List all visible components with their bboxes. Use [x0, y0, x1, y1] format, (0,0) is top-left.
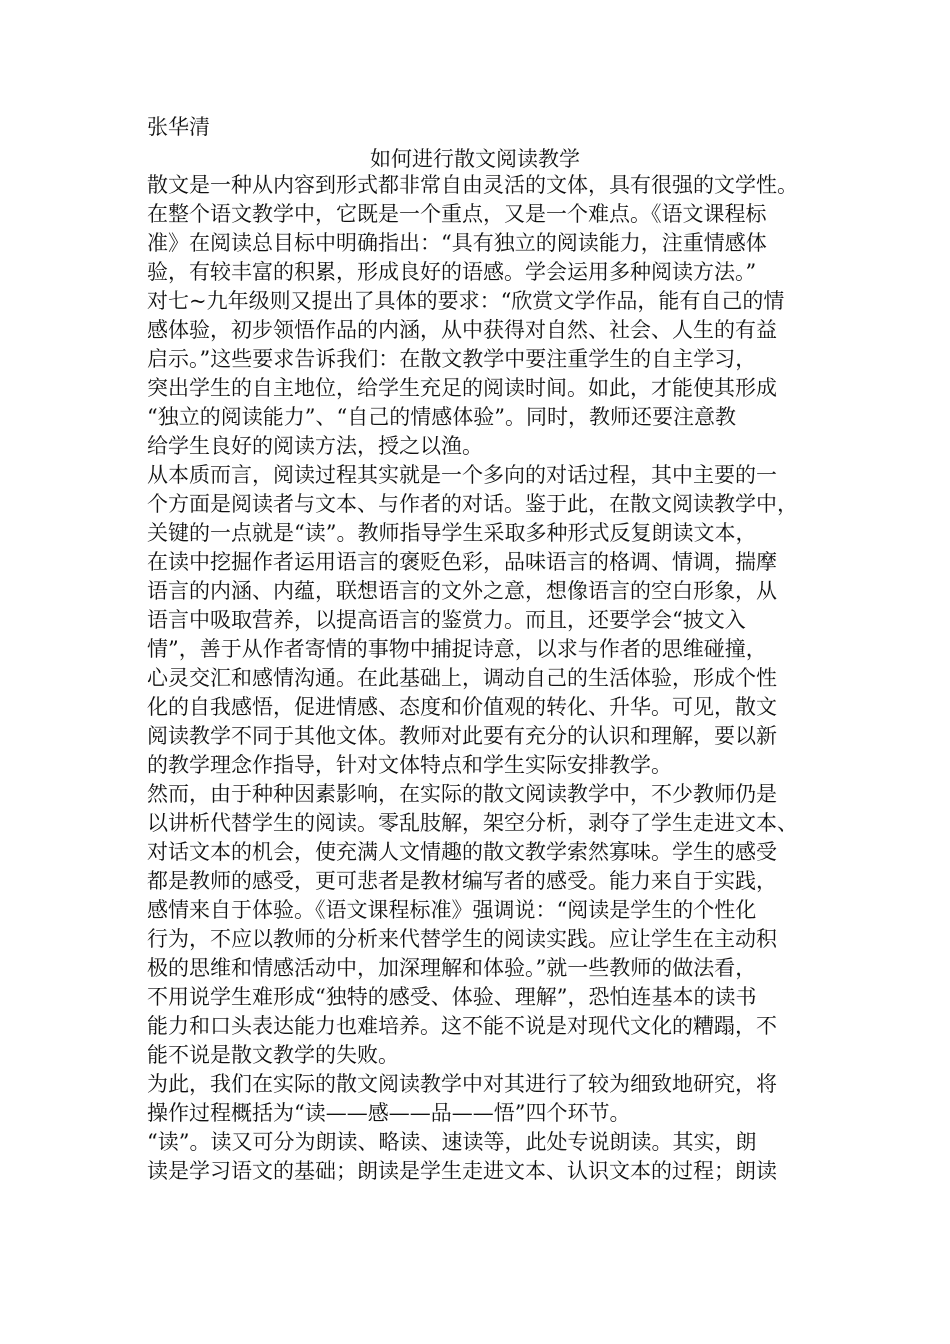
text-line: 能不说是散文教学的失败。 — [147, 1043, 399, 1067]
text-line: 感情来自于体验。《语文课程标准》强调说：“阅读是学生的个性化 — [147, 898, 757, 922]
text-line: “独立的阅读能力”、“自己的情感体验”。同时，教师还要注意教 — [147, 405, 736, 429]
text-line: 语言中吸取营养，以提高语言的鉴赏力。而且，还要学会“披文入 — [147, 608, 746, 632]
text-line: 给学生良好的阅读方法，授之以渔。 — [147, 434, 483, 458]
text-line: 在读中挖掘作者运用语言的褒贬色彩，品味语言的格调、情调，揣摩 — [147, 550, 777, 574]
text-line: 心灵交汇和感情沟通。在此基础上，调动自己的生活体验，形成个性 — [147, 666, 777, 690]
text-line: 关键的一点就是“读”。教师指导学生采取多种形式反复朗读文本， — [147, 521, 757, 545]
text-line: “读”。读又可分为朗读、略读、速读等，此处专说朗读。其实，朗 — [147, 1130, 757, 1154]
text-line: 能力和口头表达能力也难培养。这不能不说是对现代文化的糟蹋，不 — [147, 1014, 777, 1038]
text-line: 情”，善于从作者寄情的事物中捕捉诗意，以求与作者的思维碰撞， — [147, 637, 767, 661]
text-line: 对七~九年级则又提出了具体的要求：“欣赏文学作品，能有自己的情 — [147, 289, 785, 313]
text-line: 验，有较丰富的积累，形成良好的语感。学会运用多种阅读方法。” — [147, 260, 757, 284]
text-line: 不用说学生难形成“独特的感受、体验、理解”，恐怕连基本的读书 — [147, 985, 757, 1009]
text-line: 个方面是阅读者与文本、与作者的对话。鉴于此，在散文阅读教学中， — [147, 492, 798, 516]
text-line: 从本质而言，阅读过程其实就是一个多向的对话过程，其中主要的一 — [147, 463, 777, 487]
text-line: 准》在阅读总目标中明确指出：“具有独立的阅读能力，注重情感体 — [147, 231, 767, 255]
text-line: 都是教师的感受，更可悲者是教材编写者的感受。能力来自于实践， — [147, 869, 777, 893]
text-line: 突出学生的自主地位，给学生充足的阅读时间。如此，才能使其形成 — [147, 376, 777, 400]
text-line: 的教学理念作指导，针对文体特点和学生实际安排教学。 — [147, 753, 672, 777]
text-line: 在整个语文教学中，它既是一个重点，又是一个难点。《语文课程标 — [147, 202, 767, 226]
text-line: 以讲析代替学生的阅读。零乱肢解，架空分析，剥夺了学生走进文本、 — [147, 811, 798, 835]
text-line: 操作过程概括为“读——感——品——悟”四个环节。 — [147, 1101, 631, 1125]
document-title: 如何进行散文阅读教学 — [370, 147, 580, 171]
text-line: 启示。”这些要求告诉我们：在散文教学中要注重学生的自主学习， — [147, 347, 757, 371]
text-line: 化的自我感悟，促进情感、态度和价值观的转化、升华。可见，散文 — [147, 695, 777, 719]
text-line: 散文是一种从内容到形式都非常自由灵活的文体，具有很强的文学性。 — [147, 173, 798, 197]
author-name: 张华清 — [147, 115, 210, 139]
text-line: 感体验，初步领悟作品的内涵，从中获得对自然、社会、人生的有益 — [147, 318, 777, 342]
text-line: 读是学习语文的基础；朗读是学生走进文本、认识文本的过程；朗读 — [147, 1159, 777, 1183]
text-line: 为此，我们在实际的散文阅读教学中对其进行了较为细致地研究，将 — [147, 1072, 777, 1096]
text-line: 语言的内涵、内蕴，联想语言的文外之意，想像语言的空白形象，从 — [147, 579, 777, 603]
text-line: 行为，不应以教师的分析来代替学生的阅读实践。应让学生在主动积 — [147, 927, 777, 951]
text-line: 然而，由于种种因素影响，在实际的散文阅读教学中，不少教师仍是 — [147, 782, 777, 806]
text-line: 阅读教学不同于其他文体。教师对此要有充分的认识和理解，要以新 — [147, 724, 777, 748]
text-line: 极的思维和情感活动中，加深理解和体验。”就一些教师的做法看， — [147, 956, 757, 980]
text-line: 对话文本的机会，使充满人文情趣的散文教学索然寡味。学生的感受 — [147, 840, 777, 864]
